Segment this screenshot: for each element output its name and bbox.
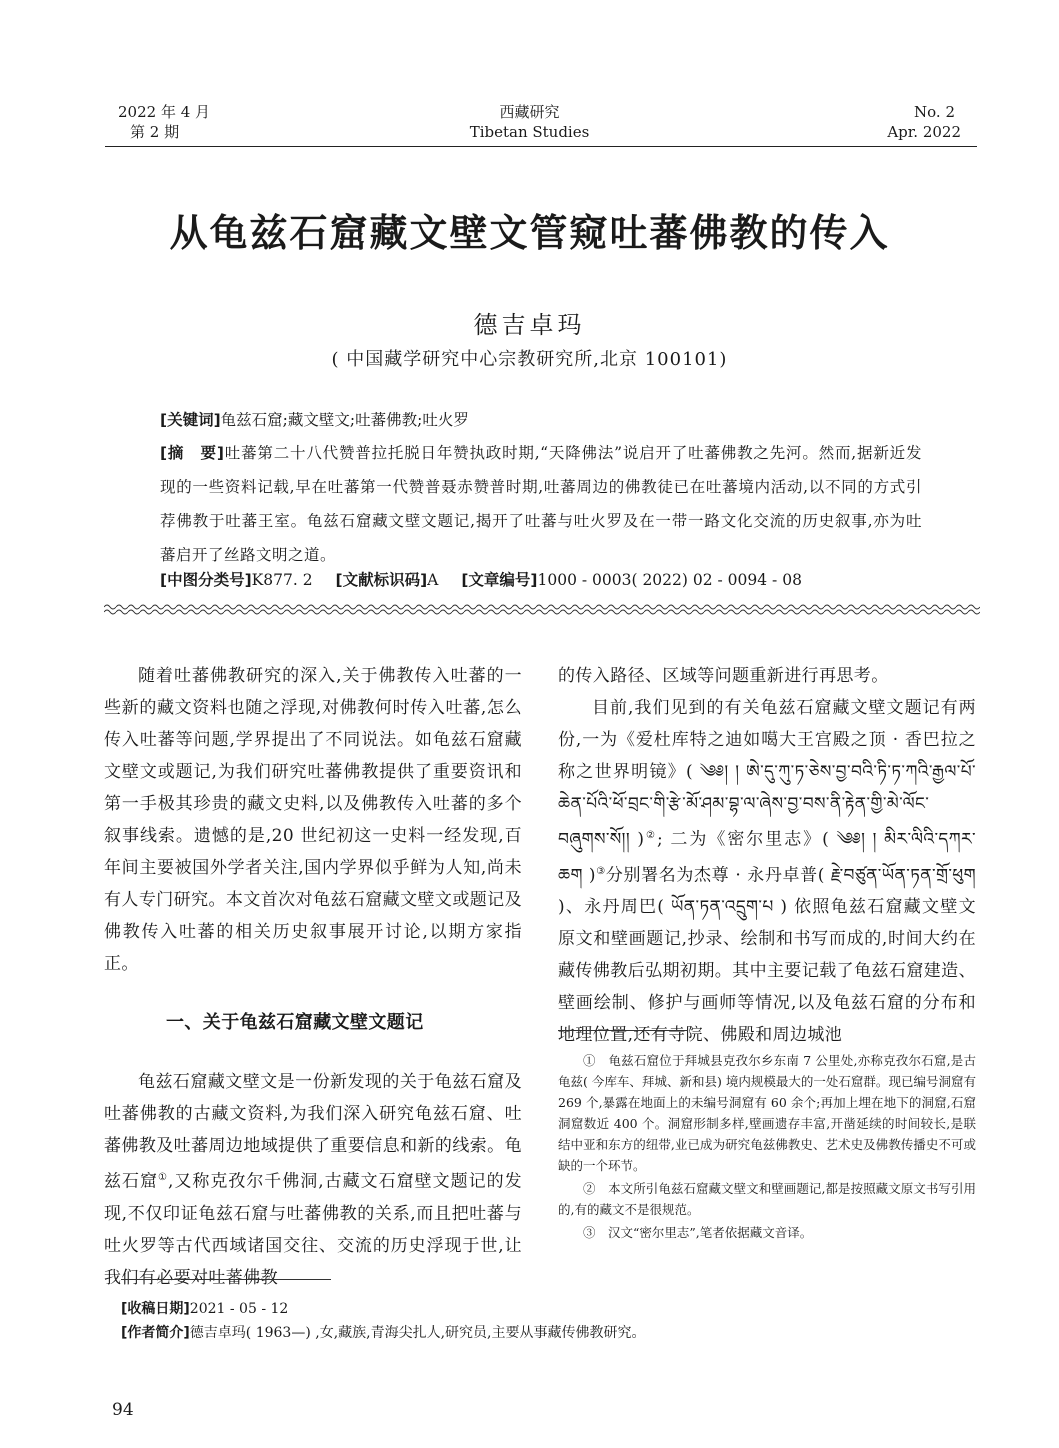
manuscripts-text-c: 分别署名为杰尊 · 永丹卓普( རྗེ་བཙུན་ཡོན་ཏན་གྲོ་ཕུག )、永丹周巴( ཡོན་ཏན་འདྲུག་པ ) 依照龟兹石窟藏文壁文原文和壁画题记,抄录、绘制和书写而成的,时间大约在藏传佛教后弘期初期。其中主要记载了龟兹石窟建造、壁画绘制、修护与画师等情况,以及龟兹石窟的分布和地理位置,还有寺院、佛殿和周边城池 xyxy=(558,865,976,1046)
clc-value: K877. 2 xyxy=(251,571,313,589)
author-bio xyxy=(121,1321,646,1345)
footnote-text: 本文所引龟兹石窟藏文壁文和壁画题记,都是按照藏文原文书写引用的,有的藏文不是很规范。 xyxy=(558,1181,976,1217)
footnote-rule xyxy=(558,1030,688,1031)
abstract-text: 吐蕃第二十八代赞普拉托脱日年赞执政时期,“天降佛法”说启开了吐蕃佛教之先河。然而,据新近发现的一些资料记载,早在吐蕃第一代赞普聂赤赞普时期,吐蕃周边的佛教徒已在吐蕃境内活动,以不同的方式引荐佛教于吐蕃王室。龟兹石窟藏文壁文题记,揭开了吐蕃与吐火罗及在一带一路文化交流的历史叙事,亦为吐蕃启开了丝路文明之道。 xyxy=(160,444,922,564)
abstract-label: [摘 要] xyxy=(160,444,225,462)
footnote-ref-1[interactable]: ① xyxy=(157,1172,168,1183)
footnote-3 xyxy=(558,1222,976,1243)
article-code xyxy=(461,571,802,589)
header-right xyxy=(887,102,961,142)
section1-text-b: ,又称克孜尔千佛洞,古藏文石窟壁文题记的发现,不仅印证龟兹石窟与吐蕃佛教的关系,而且把吐蕃与吐火罗等古代西域诸国交往、交流的历史浮现于世,让我们有必要对吐蕃佛教 xyxy=(104,1171,522,1288)
art-value: 1000 - 0003( 2022) 02 - 0094 - 08 xyxy=(537,571,802,589)
bio-value: 德吉卓玛( 1963—) ,女,藏族,青海尖扎人,研究员,主要从事藏传佛教研究。 xyxy=(189,1325,646,1341)
section-heading: 一、关于龟兹石窟藏文壁文题记 xyxy=(166,1012,424,1033)
keywords xyxy=(160,404,920,437)
footnotes xyxy=(558,1050,976,1245)
body-right-column xyxy=(558,660,976,1051)
clc-code xyxy=(160,571,313,589)
footnote-mark: ① xyxy=(583,1053,596,1068)
clc-label: [中图分类号] xyxy=(160,571,252,589)
manuscripts-text-b: ; 二为《密尔里志》( ༄༅། ། མིར་ལིའི་དཀར་ཆག ) xyxy=(558,829,977,886)
page-number: 94 xyxy=(112,1400,134,1420)
doc-value: A xyxy=(427,571,439,589)
footnote-ref-2[interactable]: ② xyxy=(644,830,657,841)
footnote-1 xyxy=(558,1050,976,1176)
article-title: 从龟兹石窟藏文壁文管窥吐蕃佛教的传入 xyxy=(169,211,890,255)
footnote-mark: ② xyxy=(583,1181,596,1196)
manuscripts-text-a: 目前,我们见到的有关龟兹石窟藏文壁文题记有两份,一为《爱杜库特之迪如噶大王宫殿之顶 · 香巴拉之称之世界明镜》( ༄༅། ། ཨེ་དུ་ཀུ་ཏ་ཅེས་བྱ་བའི་ཏི་ཏ་ཀའི་རྒྱལ་པོ་ཆེན་པོའི་ཕོ་བྲང་གི་རྩེ་མོ་ཤམ་བྷ་ལ་ཞེས་བྱ་བས་ནི་རྟེན་གྱི་མེ་ལོང་བཞུགས་སོ།། ) xyxy=(558,698,976,850)
article-meta xyxy=(121,1297,646,1345)
intro-paragraph: 随着吐蕃佛教研究的深入,关于佛教传入吐蕃的一些新的藏文资料也随之浮现,对佛教何时传入吐蕃,怎么传入吐蕃等问题,学界提出了不同说法。如龟兹石窟藏文壁文或题记,为我们研究吐蕃佛教提供了重要资讯和第一手极其珍贵的藏文史料,以及佛教传入吐蕃的多个叙事线索。遗憾的是,20 世纪初这一史料一经发现,百年间主要被国外学者关注,国内学界似乎鲜为人知,尚未有人专门研究。本文首次对龟兹石窟藏文壁文或题记及佛教传入吐蕃的相关历史叙事展开讨论,以期方家指正。 xyxy=(104,666,522,974)
continued-paragraph: 的传入路径、区域等问题重新进行再思考。 xyxy=(558,666,889,686)
journal-name: 西藏研究 xyxy=(499,103,560,121)
footnote-ref-3[interactable]: ③ xyxy=(595,865,606,877)
doc-label: [文献标识码] xyxy=(335,571,428,589)
wavy-divider xyxy=(104,603,980,615)
footnote-text: 汉文“密尔里志”,笔者依据藏文音译。 xyxy=(608,1225,813,1240)
bio-label: [作者简介] xyxy=(121,1325,190,1341)
volume-date: Apr. 2022 xyxy=(887,123,961,141)
art-label: [文章编号] xyxy=(461,571,538,589)
keywords-label: [关键词] xyxy=(160,411,221,429)
received-label: [收稿日期] xyxy=(121,1301,190,1317)
meta-rule xyxy=(121,1279,331,1280)
volume-number: No. 2 xyxy=(914,103,955,121)
classification-line xyxy=(160,568,820,590)
issue-number: 第 2 期 xyxy=(130,123,180,141)
received-value: 2021 - 05 - 12 xyxy=(189,1301,289,1317)
doc-code xyxy=(336,571,439,589)
section1-text-a: 龟兹石窟藏文壁文是一份新发现的关于龟兹石窟及吐蕃佛教的古藏文资料,为我们深入研究龟兹石窟、吐蕃佛教及吐蕃周边地域提供了重要信息和新的线索。龟兹石窟 xyxy=(104,1072,522,1192)
footnote-mark: ③ xyxy=(583,1225,596,1240)
abstract xyxy=(160,436,922,572)
header-rule xyxy=(105,146,977,147)
footnote-text: 龟兹石窟位于拜城县克孜尔乡东南 7 公里处,亦称克孜尔石窟,是古龟兹( 今库车、拜城、新和县) 境内规模最大的一处石窟群。现已编号洞窟有 269 个,暴露在地面上的未编号洞窟有 60 余个;再加上埋在地下的洞窟,石窟洞窟数近 400 个。洞窟形制多样,壁画遗存丰富,开凿延续的时间较长,是联结中亚和东方的纽带,业已成为研究龟兹佛教史、艺术史及佛教传播史不可或缺的一个环节。 xyxy=(558,1053,976,1173)
keywords-text: 龟兹石窟;藏文壁文;吐蕃佛教;吐火罗 xyxy=(220,411,469,429)
section1-paragraph xyxy=(104,1066,522,1294)
author-affiliation: ( 中国藏学研究中心宗教研究所,北京 100101) xyxy=(331,349,728,370)
manuscripts-paragraph xyxy=(558,692,976,1051)
received-date xyxy=(121,1297,646,1321)
footnote-2 xyxy=(558,1178,976,1220)
journal-name-en: Tibetan Studies xyxy=(469,123,590,141)
author-name: 德吉卓玛 xyxy=(473,311,586,339)
body-left-column xyxy=(104,660,522,1294)
issue-date: 2022 年 4 月 xyxy=(118,103,211,121)
